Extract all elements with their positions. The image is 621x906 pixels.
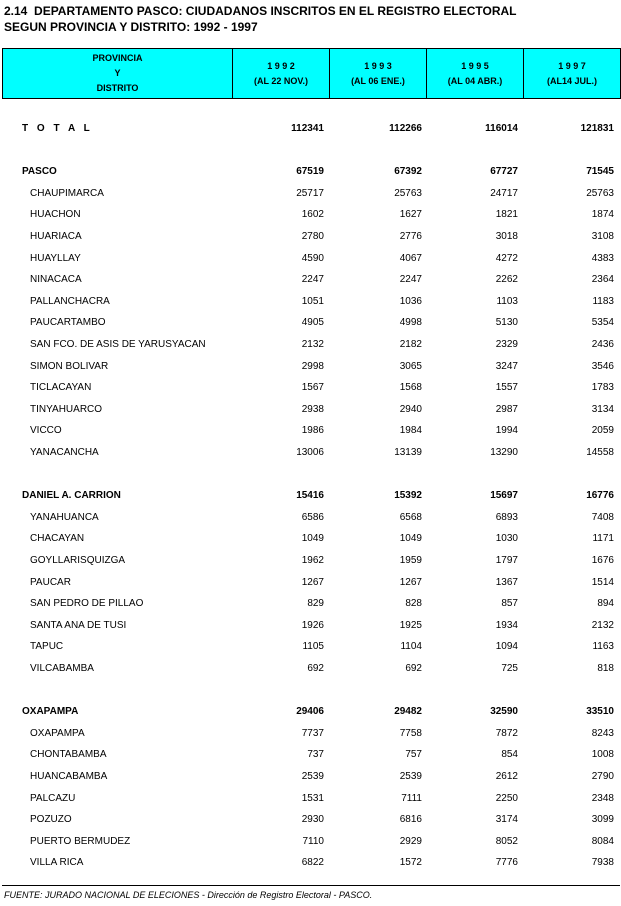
row-value: 7111 bbox=[401, 792, 422, 804]
row-value: 71545 bbox=[586, 166, 614, 178]
row-value: 29406 bbox=[296, 706, 324, 718]
row-value: 5130 bbox=[495, 317, 518, 329]
district-row bbox=[0, 206, 621, 224]
source-footnote: FUENTE: JURADO NACIONAL DE ELECIONES - Dirección de Registro Electoral - PASCO. bbox=[4, 890, 373, 900]
row-label: POZUZO bbox=[30, 814, 72, 826]
row-value: 8052 bbox=[495, 835, 518, 847]
total-row bbox=[0, 120, 621, 138]
row-value: 8084 bbox=[591, 835, 614, 847]
row-label: GOYLLARISQUIZGA bbox=[30, 555, 126, 566]
title-line-1: 2.14 DEPARTAMENTO PASCO: CIUDADANOS INSCRITOS EN EL REGISTRO ELECTORAL bbox=[4, 4, 517, 18]
row-value: 13006 bbox=[296, 447, 324, 458]
row-value: 6586 bbox=[301, 511, 324, 523]
header-col-1995: 1 9 9 5 (AL 04 ABR.) bbox=[427, 49, 524, 99]
row-value: 4067 bbox=[399, 252, 422, 264]
row-value: 2059 bbox=[591, 425, 614, 437]
district-row bbox=[0, 552, 621, 570]
row-value: 2790 bbox=[591, 771, 614, 782]
row-label: PUERTO BERMUDEZ bbox=[30, 835, 131, 847]
district-row bbox=[0, 401, 621, 419]
title-line-2: SEGUN PROVINCIA Y DISTRITO: 1992 - 1997 bbox=[4, 20, 258, 34]
district-row bbox=[0, 358, 621, 376]
row-label: VILCABAMBA bbox=[30, 663, 94, 674]
district-row bbox=[0, 768, 621, 786]
row-value: 6816 bbox=[399, 814, 422, 826]
row-label: PASCO bbox=[22, 166, 57, 178]
district-row bbox=[0, 746, 621, 764]
row-value: 7758 bbox=[399, 727, 422, 739]
row-value: 4272 bbox=[495, 252, 518, 264]
row-value: 7776 bbox=[495, 857, 518, 869]
row-value: 2182 bbox=[399, 339, 422, 350]
row-value: 3174 bbox=[495, 814, 518, 826]
row-value: 4383 bbox=[591, 252, 614, 264]
row-value: 818 bbox=[597, 663, 614, 674]
province-row bbox=[0, 487, 621, 505]
row-value: 4905 bbox=[301, 317, 324, 329]
row-value: 857 bbox=[501, 598, 518, 610]
row-value: 1008 bbox=[591, 749, 614, 761]
row-value: 1821 bbox=[495, 209, 518, 221]
row-label: YANACANCHA bbox=[30, 447, 99, 458]
row-value: 1183 bbox=[592, 295, 614, 307]
row-value: 16776 bbox=[586, 490, 614, 502]
row-value: 67392 bbox=[394, 166, 422, 178]
row-value: 112266 bbox=[389, 123, 422, 134]
row-label: PAUCARTAMBO bbox=[30, 317, 106, 329]
row-value: 121831 bbox=[580, 123, 614, 134]
row-value: 1783 bbox=[591, 382, 614, 394]
row-value: 2929 bbox=[399, 835, 422, 847]
row-value: 1568 bbox=[399, 382, 422, 394]
row-value: 5354 bbox=[591, 317, 614, 329]
row-value: 7737 bbox=[301, 727, 324, 739]
district-row bbox=[0, 790, 621, 808]
district-row bbox=[0, 530, 621, 548]
row-value: 2940 bbox=[399, 403, 422, 415]
row-value: 692 bbox=[405, 663, 422, 674]
row-value: 13290 bbox=[490, 447, 518, 458]
row-label: VILLA RICA bbox=[30, 857, 84, 869]
row-value: 2132 bbox=[301, 339, 324, 350]
row-value: 1994 bbox=[495, 425, 518, 437]
row-value: 7408 bbox=[591, 511, 614, 523]
row-value: 2436 bbox=[591, 339, 614, 350]
row-value: 67519 bbox=[296, 166, 324, 178]
row-value: 4998 bbox=[399, 317, 422, 329]
district-row bbox=[0, 617, 621, 635]
row-value: 112341 bbox=[291, 123, 324, 134]
row-value: 2930 bbox=[301, 814, 324, 826]
row-value: 2938 bbox=[301, 403, 324, 415]
province-row bbox=[0, 703, 621, 721]
row-value: 3247 bbox=[495, 360, 518, 372]
district-row bbox=[0, 250, 621, 268]
header-provincia-distrito: PROVINCIA Y DISTRITO bbox=[3, 49, 233, 99]
row-label: YANAHUANCA bbox=[30, 511, 99, 523]
row-value: 1051 bbox=[301, 295, 324, 307]
row-value: 1676 bbox=[591, 555, 614, 566]
row-value: 2329 bbox=[495, 339, 518, 350]
row-value: 1105 bbox=[302, 641, 324, 653]
row-value: 3134 bbox=[591, 403, 614, 415]
row-value: 25717 bbox=[296, 187, 324, 199]
row-label: CHACAYAN bbox=[30, 533, 85, 545]
row-label: CHONTABAMBA bbox=[30, 749, 107, 761]
row-value: 13139 bbox=[394, 447, 422, 458]
row-label: HUAYLLAY bbox=[30, 252, 81, 264]
row-value: 2262 bbox=[495, 274, 518, 286]
row-value: 14558 bbox=[586, 447, 614, 458]
row-value: 1627 bbox=[399, 209, 422, 221]
row-label: OXAPAMPA bbox=[30, 727, 85, 739]
district-row bbox=[0, 509, 621, 527]
row-value: 67727 bbox=[490, 166, 518, 178]
row-value: 1986 bbox=[301, 425, 324, 437]
header-col-1992: 1 9 9 2 (AL 22 NOV.) bbox=[233, 49, 330, 99]
row-value: 1103 bbox=[496, 295, 518, 307]
row-value: 1567 bbox=[301, 382, 324, 394]
district-row bbox=[0, 185, 621, 203]
row-value: 3546 bbox=[591, 360, 614, 372]
district-row bbox=[0, 293, 621, 311]
row-value: 725 bbox=[501, 663, 518, 674]
row-value: 1267 bbox=[301, 576, 324, 588]
row-value: 8243 bbox=[591, 727, 614, 739]
row-label: TAPUC bbox=[30, 641, 64, 653]
district-row bbox=[0, 833, 621, 851]
district-row bbox=[0, 638, 621, 656]
row-label: TICLACAYAN bbox=[30, 382, 92, 394]
district-row bbox=[0, 379, 621, 397]
row-value: 1163 bbox=[592, 641, 614, 653]
table-header bbox=[2, 48, 621, 99]
row-value: 2998 bbox=[301, 360, 324, 372]
row-value: 3099 bbox=[591, 814, 614, 826]
row-value: 1036 bbox=[399, 295, 422, 307]
row-label: HUACHON bbox=[30, 209, 81, 221]
row-label: DANIEL A. CARRION bbox=[22, 490, 121, 502]
district-row bbox=[0, 271, 621, 289]
row-value: 1959 bbox=[399, 555, 422, 566]
row-value: 828 bbox=[405, 598, 422, 610]
row-label: SAN FCO. DE ASIS DE YARUSYACAN bbox=[30, 339, 206, 350]
row-value: 1030 bbox=[495, 533, 518, 545]
row-value: 2247 bbox=[301, 274, 324, 286]
row-value: 24717 bbox=[490, 187, 518, 199]
row-value: 1984 bbox=[399, 425, 422, 437]
row-value: 33510 bbox=[586, 706, 614, 718]
row-value: 15416 bbox=[296, 490, 324, 502]
row-label: CHAUPIMARCA bbox=[30, 187, 104, 199]
row-value: 1934 bbox=[495, 619, 518, 631]
row-label: TINYAHUARCO bbox=[30, 403, 103, 415]
row-value: 25763 bbox=[586, 187, 614, 199]
row-value: 2348 bbox=[591, 792, 614, 804]
row-value: 854 bbox=[501, 749, 518, 761]
row-value: 3018 bbox=[495, 231, 518, 242]
row-value: 6568 bbox=[399, 511, 422, 523]
row-value: 1049 bbox=[399, 533, 422, 545]
row-value: 1962 bbox=[301, 555, 324, 566]
row-value: 1531 bbox=[301, 792, 324, 804]
row-label: PAUCAR bbox=[30, 576, 71, 588]
district-row bbox=[0, 854, 621, 872]
row-value: 2776 bbox=[399, 231, 422, 242]
row-label: HUANCABAMBA bbox=[30, 771, 108, 782]
row-value: 7872 bbox=[495, 727, 518, 739]
row-value: 737 bbox=[307, 749, 324, 761]
row-label: SANTA ANA DE TUSI bbox=[30, 619, 127, 631]
row-value: 2780 bbox=[301, 231, 324, 242]
row-label: OXAPAMPA bbox=[22, 706, 79, 718]
row-label: SIMON BOLIVAR bbox=[30, 360, 109, 372]
row-value: 2247 bbox=[399, 274, 422, 286]
row-value: 3108 bbox=[591, 231, 614, 242]
row-value: 1557 bbox=[495, 382, 518, 394]
row-label: NINACACA bbox=[30, 274, 82, 286]
row-value: 2364 bbox=[591, 274, 614, 286]
row-label: PALCAZU bbox=[30, 792, 76, 804]
row-value: 1049 bbox=[301, 533, 324, 545]
row-value: 4590 bbox=[301, 252, 324, 264]
district-row bbox=[0, 595, 621, 613]
row-value: 1925 bbox=[399, 619, 422, 631]
district-row bbox=[0, 811, 621, 829]
row-label: T O T A L bbox=[22, 123, 93, 134]
row-value: 1094 bbox=[495, 641, 518, 653]
district-row bbox=[0, 228, 621, 246]
row-value: 2250 bbox=[495, 792, 518, 804]
district-row bbox=[0, 574, 621, 592]
row-value: 1874 bbox=[591, 209, 614, 221]
row-value: 2987 bbox=[495, 403, 518, 415]
province-row bbox=[0, 163, 621, 181]
district-row bbox=[0, 725, 621, 743]
row-value: 15697 bbox=[490, 490, 518, 502]
row-value: 29482 bbox=[394, 706, 422, 718]
row-label: HUARIACA bbox=[30, 231, 82, 242]
row-value: 757 bbox=[405, 749, 422, 761]
row-value: 6822 bbox=[301, 857, 324, 869]
row-value: 6893 bbox=[495, 511, 518, 523]
row-value: 692 bbox=[307, 663, 324, 674]
row-value: 1797 bbox=[495, 555, 518, 566]
row-value: 3065 bbox=[399, 360, 422, 372]
row-value: 2539 bbox=[301, 771, 324, 782]
row-value: 1572 bbox=[399, 857, 422, 869]
row-label: VICCO bbox=[30, 425, 62, 437]
row-value: 25763 bbox=[394, 187, 422, 199]
header-col-1993: 1 9 9 3 (AL 06 ENE.) bbox=[330, 49, 427, 99]
row-value: 829 bbox=[307, 598, 324, 610]
row-value: 1602 bbox=[301, 209, 324, 221]
row-value: 7938 bbox=[591, 857, 614, 869]
row-value: 2132 bbox=[591, 619, 614, 631]
row-value: 2612 bbox=[495, 771, 518, 782]
row-value: 1104 bbox=[400, 641, 422, 653]
district-row bbox=[0, 336, 621, 354]
row-value: 7110 bbox=[302, 835, 324, 847]
row-value: 1171 bbox=[592, 533, 614, 545]
bottom-divider bbox=[2, 885, 620, 886]
row-label: PALLANCHACRA bbox=[30, 295, 110, 307]
row-value: 32590 bbox=[490, 706, 518, 718]
row-value: 1267 bbox=[399, 576, 422, 588]
row-value: 1514 bbox=[591, 576, 614, 588]
district-row bbox=[0, 444, 621, 462]
row-value: 1367 bbox=[495, 576, 518, 588]
row-value: 15392 bbox=[394, 490, 422, 502]
document-title bbox=[4, 3, 517, 35]
district-row bbox=[0, 314, 621, 332]
row-value: 1926 bbox=[301, 619, 324, 631]
district-row bbox=[0, 660, 621, 678]
row-label: SAN PEDRO DE PILLAO bbox=[30, 598, 144, 610]
header-col-1997: 1 9 9 7 (AL14 JUL.) bbox=[524, 49, 621, 99]
row-value: 2539 bbox=[399, 771, 422, 782]
row-value: 894 bbox=[597, 598, 614, 610]
row-value: 116014 bbox=[485, 123, 518, 134]
district-row bbox=[0, 422, 621, 440]
